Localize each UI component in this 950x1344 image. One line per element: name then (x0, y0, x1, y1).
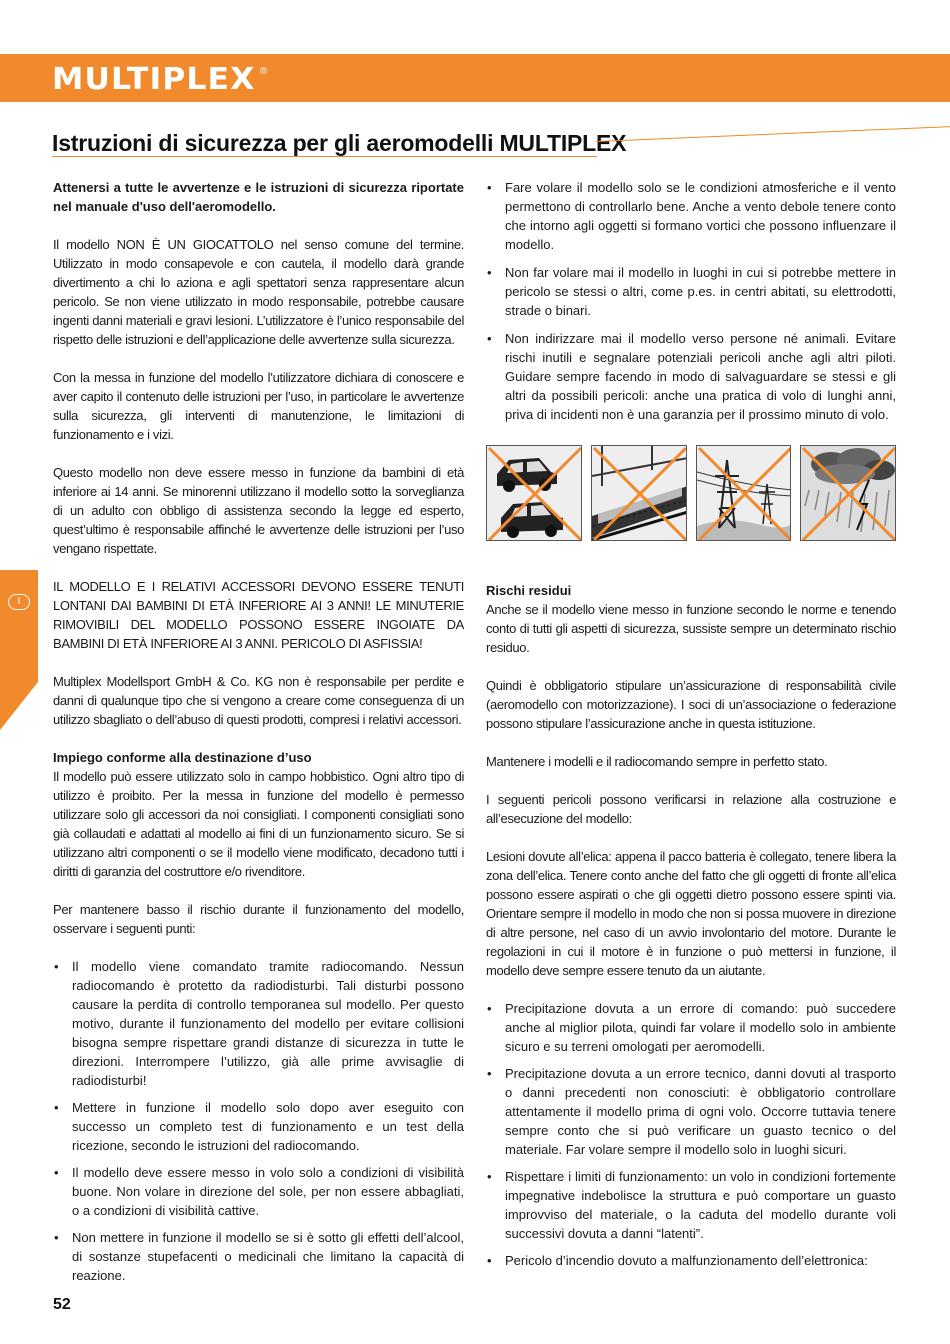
title-underline (52, 156, 597, 157)
title-underline-diagonal (596, 124, 950, 142)
intro-bold: Attenersi a tutte le avvertenze e le istruzioni di sicurezza riportate nel manuale d'uso dell'aeromodello. (53, 180, 464, 214)
power-lines-crossed-icon (696, 445, 792, 541)
cars-crossed-icon (486, 445, 582, 541)
heading-intended-use: Impiego conforme alla destinazione d’uso (53, 750, 312, 765)
paragraph-intended-use: Il modello può essere utilizzato solo in campo hobbistico. Ogni altro tipo di utilizzo è proibito. Per la messa in funzione del modello è permesso utilizzare solo gli accessori da noi consigliati. I componenti consigliati sono già collaudati e adattati al modello ai fini di un funzionamento sicuro. Se si utilizzano altri componenti o se il modello viene modificato, decadono tutti i diritti di garanzia del costruttore e/o rivenditore. (53, 769, 464, 879)
paragraph-not-a-toy: Il modello NON È UN GIOCATTOLO nel senso comune del termine. Utilizzato in modo consapevole e con cautela, il modello darà grande divertimento a chi lo aziona e agli spettatori senza rappresentare alcun pericolo. Se non viene utilizzato in modo responsabile, potrebbe causare ingenti danni materiali e gravi lesioni. L’utilizzatore è l’unico responsabile del rispetto delle istruzioni e dell’applicazione delle avvertenze sulla sicurezza. (53, 237, 464, 347)
list-item: • Fare volare il modello solo se le condizioni atmosferiche e il vento permettono di controllarlo bene. Anche a vento debole tenere conto che intorno agli oggetti si formano vortici che possono influenzare il modello. (486, 178, 896, 254)
list-item: • Mettere in funzione il modello solo dopo aver eseguito con successo un completo test di funzionamento e un test della ricezione, secondo le istruzioni del radiocomando. (53, 1098, 464, 1155)
paragraph-maintenance: Mantenere i modelli e il radiocomando sempre in perfetto stato. (486, 754, 828, 769)
storm-crossed-icon (800, 445, 896, 541)
language-tab-label: I (8, 594, 30, 610)
list-item: • Non far volare mai il modello in luoghi in cui si potrebbe mettere in pericolo se stessi o altri, come p.es. in centri abitati, su elettrodotti, strade o binari. (486, 263, 896, 320)
heading-residual-risks: Rischi residui (486, 583, 572, 598)
left-bullet-list (53, 957, 464, 1285)
prohibition-pictograms (486, 445, 896, 541)
list-item: • Precipitazione dovuta a un errore di comando: può succedere anche al miglior pilota, quindi far volare il modello solo in ambiente sicuro e su terreni omologati per aeromodelli. (486, 999, 896, 1056)
paragraph-age-limit: Questo modello non deve essere messo in funzione da bambini di età inferiore ai 14 anni. Se minorenni utilizzano il modello sotto la sorveglianza di un adulto con obbligo di assistenza secondo la legge ed esperto, quest’ultimo è responsabile affinché le avvertenze delle istruzioni per l’uso vengano rispettate. (53, 465, 464, 556)
right-bullet-list-bottom (486, 999, 896, 1270)
right-column-top (486, 178, 896, 433)
left-column (53, 178, 464, 1293)
registered-mark: ® (260, 66, 268, 77)
list-item: • Il modello deve essere messo in volo solo a condizioni di visibilità buone. Non volare in direzione del sole, per non essere abbagliati, o a condizioni di visibilità cattive. (53, 1163, 464, 1220)
list-item: • Rispettare i limiti di funzionamento: un volo in condizioni fortemente impegnative indebolisce la struttura e può comportare un guasto improvviso del materiale, o la caduta del modello durante voli successivi dovuta a danni “latenti”. (486, 1167, 896, 1243)
page-number: 52 (53, 1296, 71, 1313)
paragraph-user-declaration: Con la messa in funzione del modello l’utilizzatore dichiara di conoscere e aver capito il contenuto delle istruzioni per l’uso, in particolare le avvertenze sulla sicurezza, gli interventi di manutenzione, le limitazioni di funzionamento e i vizi. (53, 370, 464, 442)
paragraph-residual-risk: Anche se il modello viene messo in funzione secondo le norme e tenendo conto di tutti gli aspetti di sicurezza, sussiste sempre un determinato rischio residuo. (486, 602, 896, 655)
list-item: • Non indirizzare mai il modello verso persone né animali. Evitare rischi inutili e segnalare potenziali pericoli anche agli altri piloti. Guidare sempre facendo in modo di salvaguardare se stessi e gli altri da possibili pericoli: anche una pratica di volo di lunghi anni, priva di incidenti non è una garanzia per il prossimo minuto di volo. (486, 329, 896, 424)
list-item: • Il modello viene comandato tramite radiocomando. Nessun radiocomando è protetto da radiodisturbi. Tali disturbi possono causare la perdita di controllo temporanea sul modello. Per questo motivo, durante il funzionamento del modello per evitare collisioni bisogna sempre rispettare grandi distanze di sicurezza in tutte le direzioni. Interrompere l’utilizzo, già alle prime avvisaglie di radiodisturbi! (53, 957, 464, 1090)
list-item: • Non mettere in funzione il modello se si è sotto gli effetti dell’alcool, di sostanze stupefacenti o medicinali che limitano la capacità di reazione. (53, 1228, 464, 1285)
paragraph-insurance: Quindi è obbligatorio stipulare un’assicurazione di responsabilità civile (aeromodello con motorizzazione). I soci di un’associazione o federazione possono stipulare l’assicurazione anche in questa istituzione. (486, 678, 896, 731)
list-item: • Pericolo d’incendio dovuto a malfunzionamento dell’elettronica: (486, 1251, 896, 1270)
list-item: • Precipitazione dovuta a un errore tecnico, danni dovuti al trasporto o danni precedenti non conosciuti: è obbligatorio controllare attentamente il modello prima di ogni volo. Occorre tuttavia tenere sempre conto che si può verificare un guasto tecnico o del materiale. Far volare sempre il modello solo in luoghi sicuri. (486, 1064, 896, 1159)
paragraph-propeller-injury: Lesioni dovute all’elica: appena il pacco batteria è collegato, tenere libera la zona dell’elica. Tenere conto anche del fatto che gli oggetti di fronte all’elica possono essere aspirati o che gli oggetti dietro possono essere spinti via. Orientare sempre il modello in modo che non si possa muovere in direzione di altre persone, nel caso di un avvio involontario del motore. Durante le regolazioni in cui il motore è in funzione o può mettersi in funzione, il modello deve sempre essere tenuto da un aiutante. (486, 849, 896, 978)
page-title: Istruzioni di sicurezza per gli aeromodelli MULTIPLEX (52, 130, 627, 156)
multiplex-logo: MULTIPLEX (52, 62, 256, 97)
paragraph-liability: Multiplex Modellsport GmbH & Co. KG non è responsabile per perdite e danni di qualunque tipo che si vengono a creare come conseguenza di un utilizzo sbagliato o dell’abuso di questi prodotti, compresi i relativi accessori. (53, 674, 464, 727)
right-bullet-list-top (486, 178, 896, 424)
right-column-bottom (486, 581, 896, 1278)
paragraph-small-parts-warning: IL MODELLO E I RELATIVI ACCESSORI DEVONO ESSERE TENUTI LONTANI DAI BAMBINI DI ETÀ INFERIORE AI 3 ANNI! LE MINUTERIE RIMOVIBILI DEL MODELLO POSSONO ESSERE INGOIATE DA BAMBINI DI ETÀ INFERIORE AI 3 ANNI. PERICOLO DI ASFISSIA! (53, 579, 464, 651)
railway-crossed-icon (591, 445, 687, 541)
paragraph-hazards-intro: I seguenti pericoli possono verificarsi in relazione alla costruzione e all’esecuzione del modello: (486, 792, 896, 826)
paragraph-risk-intro: Per mantenere basso il rischio durante il funzionamento del modello, osservare i seguenti punti: (53, 902, 464, 936)
